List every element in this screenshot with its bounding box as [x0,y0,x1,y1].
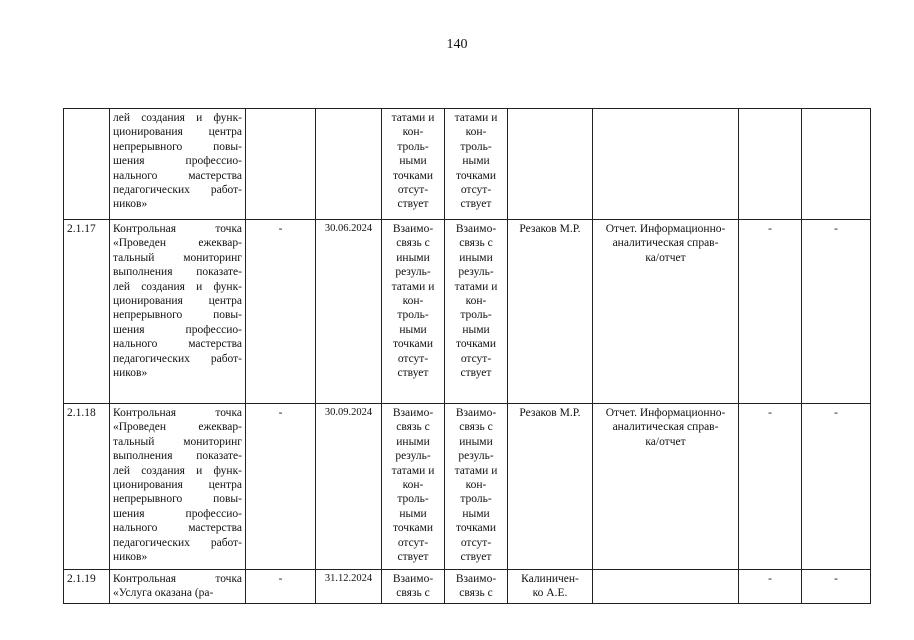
relation-b-line: татами и [454,280,498,293]
relation-b-line: резуль- [458,450,494,463]
event-name-line: лей создания и функ- [113,464,242,477]
event-name-line: «Проведен ежеквар- [113,421,242,434]
relation-b-line: отсут- [460,536,492,549]
relation-a [382,109,445,220]
relation-a-line: татами и [391,464,435,477]
relation-b-line: резуль- [458,266,494,279]
column-eleven [802,109,871,220]
relation-a-line: троль- [397,309,429,322]
event-name-line: непрерывного повы- [113,493,242,506]
relation-a-line: точками [392,169,434,182]
relation-b-line: ными [462,507,490,520]
relation-a [382,220,445,404]
previous-value [246,109,316,220]
relation-b-line: кон- [465,479,487,492]
relation-a-line: резуль- [395,450,431,463]
event-name-line: ционирования центра [113,479,242,492]
event-name-line: нального мастерства [113,338,242,351]
table-row [64,220,871,404]
responsible-person [508,109,593,220]
relation-b-line: иными [459,435,493,448]
relation-a-line: татами и [391,112,435,124]
relation-b-line: точками [455,522,497,535]
responsible-line: Резаков М.Р. [519,223,581,235]
event-name-line: Контрольная точка [113,573,242,585]
relation-a-line: отсут- [397,536,429,549]
result-document-line: аналитическая справ- [612,237,719,250]
result-document-line: аналитическая справ- [612,421,719,434]
event-name-line: шения профессио- [113,323,242,336]
responsible-line: Резаков М.Р. [519,407,581,419]
relation-b-line: татами и [454,464,498,477]
responsible-person [508,220,593,404]
relation-a-line: Взаимо- [392,573,434,585]
relation-a-line: иными [396,251,430,264]
event-name-line: педагогических работ- [113,536,242,549]
relation-b-line: точками [455,338,497,351]
event-name [110,404,246,570]
relation-a-line: кон- [402,479,424,492]
table-row [64,570,871,604]
relation-b [445,404,508,570]
row-number: 2.1.19 [64,570,110,604]
result-document-line: ка/отчет [645,435,686,448]
deadline-date: 30.06.2024 [316,220,382,404]
row-number: 2.1.17 [64,220,110,404]
responsible-person [508,404,593,570]
plan-table [63,108,871,604]
relation-b-line: ствует [460,551,492,564]
relation-a-line: ствует [397,551,429,564]
page-number: 140 [446,37,468,52]
relation-a [382,404,445,570]
deadline-date: 30.09.2024 [316,404,382,570]
relation-a-line: точками [392,338,434,351]
table-row [64,109,871,220]
previous-value: - [246,220,316,404]
relation-a-line: отсут- [397,184,429,197]
event-name-line: тальный мониторинг [113,251,242,264]
result-document [593,570,739,604]
event-name-line: ников» [113,198,148,211]
column-ten: - [739,404,802,570]
event-name-line: шения профессио- [113,155,242,168]
row-number [64,109,110,220]
relation-a-line: связь с [396,421,430,434]
relation-b-line: связь с [459,237,493,250]
relation-b-line: ными [462,155,490,168]
responsible-line: Калиничен- [521,573,579,585]
relation-a-line: отсут- [397,352,429,365]
column-eleven: - [802,570,871,604]
event-name-line: непрерывного повы- [113,309,242,322]
relation-b [445,109,508,220]
result-document-line: ка/отчет [645,251,686,264]
event-name-line: непрерывного повы- [113,140,242,153]
result-document [593,109,739,220]
event-name-line: Контрольная точка [113,407,242,419]
event-name-line: лей создания и функ- [113,112,242,124]
event-name-line: ционирования центра [113,126,242,139]
event-name-line: «Проведен ежеквар- [113,237,242,250]
relation-b-line: отсут- [460,184,492,197]
relation-a-line: связь с [396,237,430,250]
table-row [64,404,871,570]
relation-b-line: связь с [459,421,493,434]
event-name-line: ников» [113,367,148,380]
table-body [64,109,871,604]
event-name-line: Контрольная точка [113,223,242,235]
relation-b-line: троль- [460,309,492,322]
event-name-line: нального мастерства [113,169,242,182]
relation-b-line: иными [459,251,493,264]
event-name-line: ционирования центра [113,295,242,308]
relation-a-line: ными [399,155,427,168]
relation-a-line: связь с [396,587,430,600]
relation-a-line: резуль- [395,266,431,279]
column-eleven: - [802,404,871,570]
result-document [593,220,739,404]
responsible-person [508,570,593,604]
result-document-line: Отчет. Информационно- [605,223,726,235]
column-ten [739,109,802,220]
relation-a-line: троль- [397,493,429,506]
relation-b-line: точками [455,169,497,182]
relation-a-line: точками [392,522,434,535]
relation-b-line: Взаимо- [455,573,497,585]
row-number: 2.1.18 [64,404,110,570]
event-name-line: нального мастерства [113,522,242,535]
event-name [110,109,246,220]
relation-b-line: татами и [454,112,498,124]
relation-b-line: Взаимо- [455,223,497,235]
deadline-date: 31.12.2024 [316,570,382,604]
relation-a-line: кон- [402,295,424,308]
result-document-line: Отчет. Информационно- [605,407,726,419]
deadline-date [316,109,382,220]
relation-a-line: ствует [397,367,429,380]
relation-b-line: ствует [460,198,492,211]
relation-a-line: ствует [397,198,429,211]
relation-b-line: кон- [465,295,487,308]
relation-a-line: татами и [391,280,435,293]
relation-a-line: Взаимо- [392,407,434,419]
event-name-line: педагогических работ- [113,184,242,197]
event-name-line: шения профессио- [113,507,242,520]
relation-a-line: кон- [402,126,424,139]
event-name-line: тальный мониторинг [113,435,242,448]
relation-b-line: отсут- [460,352,492,365]
relation-a-line: иными [396,435,430,448]
relation-b [445,570,508,604]
relation-b-line: троль- [460,493,492,506]
event-name-line: ников» [113,551,148,564]
relation-b-line: Взаимо- [455,407,497,419]
relation-a [382,570,445,604]
result-document [593,404,739,570]
relation-a-line: ными [399,507,427,520]
relation-a-line: троль- [397,140,429,153]
relation-b-line: троль- [460,140,492,153]
relation-b [445,220,508,404]
column-eleven: - [802,220,871,404]
column-ten: - [739,220,802,404]
relation-b-line: кон- [465,126,487,139]
event-name-line: выполнения показате- [113,450,242,463]
relation-b-line: ствует [460,367,492,380]
event-name-line: «Услуга оказана (ра- [113,587,214,600]
responsible-line: ко А.Е. [532,587,568,600]
event-name-line: педагогических работ- [113,352,242,365]
previous-value: - [246,570,316,604]
event-name [110,220,246,404]
event-name-line: выполнения показате- [113,266,242,279]
previous-value: - [246,404,316,570]
column-ten: - [739,570,802,604]
relation-a-line: Взаимо- [392,223,434,235]
event-name [110,570,246,604]
event-name-line: лей создания и функ- [113,280,242,293]
relation-b-line: ными [462,323,490,336]
relation-b-line: связь с [459,587,493,600]
relation-a-line: ными [399,323,427,336]
